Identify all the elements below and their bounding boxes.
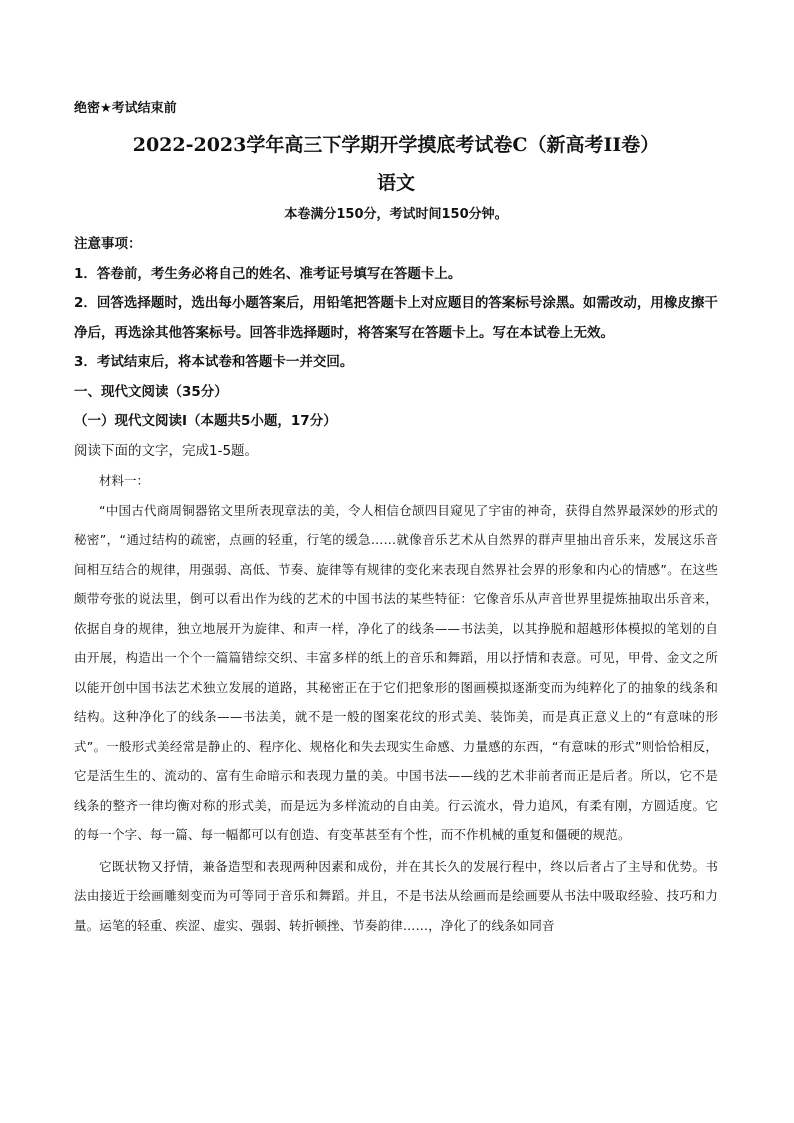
material-paragraph-2: 它既状物又抒情，兼备造型和表现两种因素和成份，并在其长久的发展行程中，终以后者占了主导和优势。书法由接近于绘画雕刻变而为可等同于音乐和舞蹈。并且，不是书法从绘画而是绘画要从书法中吸取经验、技巧和力量。运笔的轻重、疾涩、虚实、强弱、转折顿挫、节奏韵律……，净化了的线条如同音	[74, 858, 718, 933]
material-label: 材料一：	[99, 472, 150, 488]
reading-section	[74, 378, 718, 941]
notice-block	[74, 230, 718, 378]
notice-item-3: 3．考试结束后，将本试卷和答题卡一并交回。	[74, 354, 354, 370]
exam-title: 2022-2023学年高三下学期开学摸底考试卷C（新高考II卷）	[132, 134, 660, 156]
notice-item-2: 2．回答选择题时，选出每小题答案后，用铅笔把答题卡上对应题目的答案标号涂黑。如需改动，用橡皮擦干净后，再选涂其他答案标号。回答非选择题时，将答案写在答题卡上。写在本试卷上无效。	[74, 295, 718, 341]
reading-instruction: 阅读下面的文字，完成1-5题。	[74, 442, 259, 459]
notice-item-1: 1．答卷前，考生务必将自己的姓名、准考证号填写在答题卡上。	[74, 265, 462, 282]
score-info: 本卷满分150分，考试时间150分钟。	[284, 207, 508, 222]
notice-title: 注意事项：	[74, 236, 142, 252]
subsection-title: （一）现代文阅读Ⅰ（本题共5小题，17分）	[74, 413, 337, 429]
secret-mark: 绝密★考试结束前	[74, 101, 177, 116]
subject-title: 语文	[376, 172, 415, 194]
material-paragraph-1: “中国古代商周铜器铭文里所表现章法的美，令人相信仓颉四目窥见了宇宙的神奇，获得自然界最深妙的形式的秘密”，“通过结构的疏密，点画的轻重，行笔的缓急……就像音乐艺术从自然界的群声里抽出音乐来，发展这乐音间相互结合的规律，用强弱、高低、节奏、旋律等有规律的变化来表现自然界社会界的形象和内心的情感”。在这些颇带夸张的说法里，倒可以看出作为线的艺术的中国书法的某些特征：它像音乐从声音世界里提炼抽取出乐音来，依据自身的规律，独立地展开为旋律、和声一样，净化了的线条——书法美，以其挣脱和超越形体模拟的笔划的自由开展，构造出一个个一篇篇错综交织、丰富多样的纸上的音乐和舞蹈，用以抒情和表意。可见，甲骨、金文之所以能开创中国书法艺术独立发展的道路，其秘密正在于它们把象形的图画模拟逐渐变而为纯粹化了的抽象的线条和结构。这种净化了的线条——书法美，就不是一般的图案花纹的形式美、装饰美，而是真正意义上的“有意味的形式”。一般形式美经常是静止的、程序化、规格化和失去现实生命感、力量感的东西，“有意味的形式”则恰恰相反，它是活生生的、流动的、富有生命暗示和表现力量的美。中国书法——线的艺术非前者而正是后者。所以，它不是线条的整齐一律均衡对称的形式美，而是远为多样流动的自由美。行云流水，骨力追风，有柔有刚，方圆适度。它的每一个字、每一篇、每一幅都可以有创造、有变革甚至有个性，而不作机械的重复和僵硬的规范。	[74, 502, 718, 842]
section-title: 一、现代文阅读（35分）	[74, 383, 228, 400]
